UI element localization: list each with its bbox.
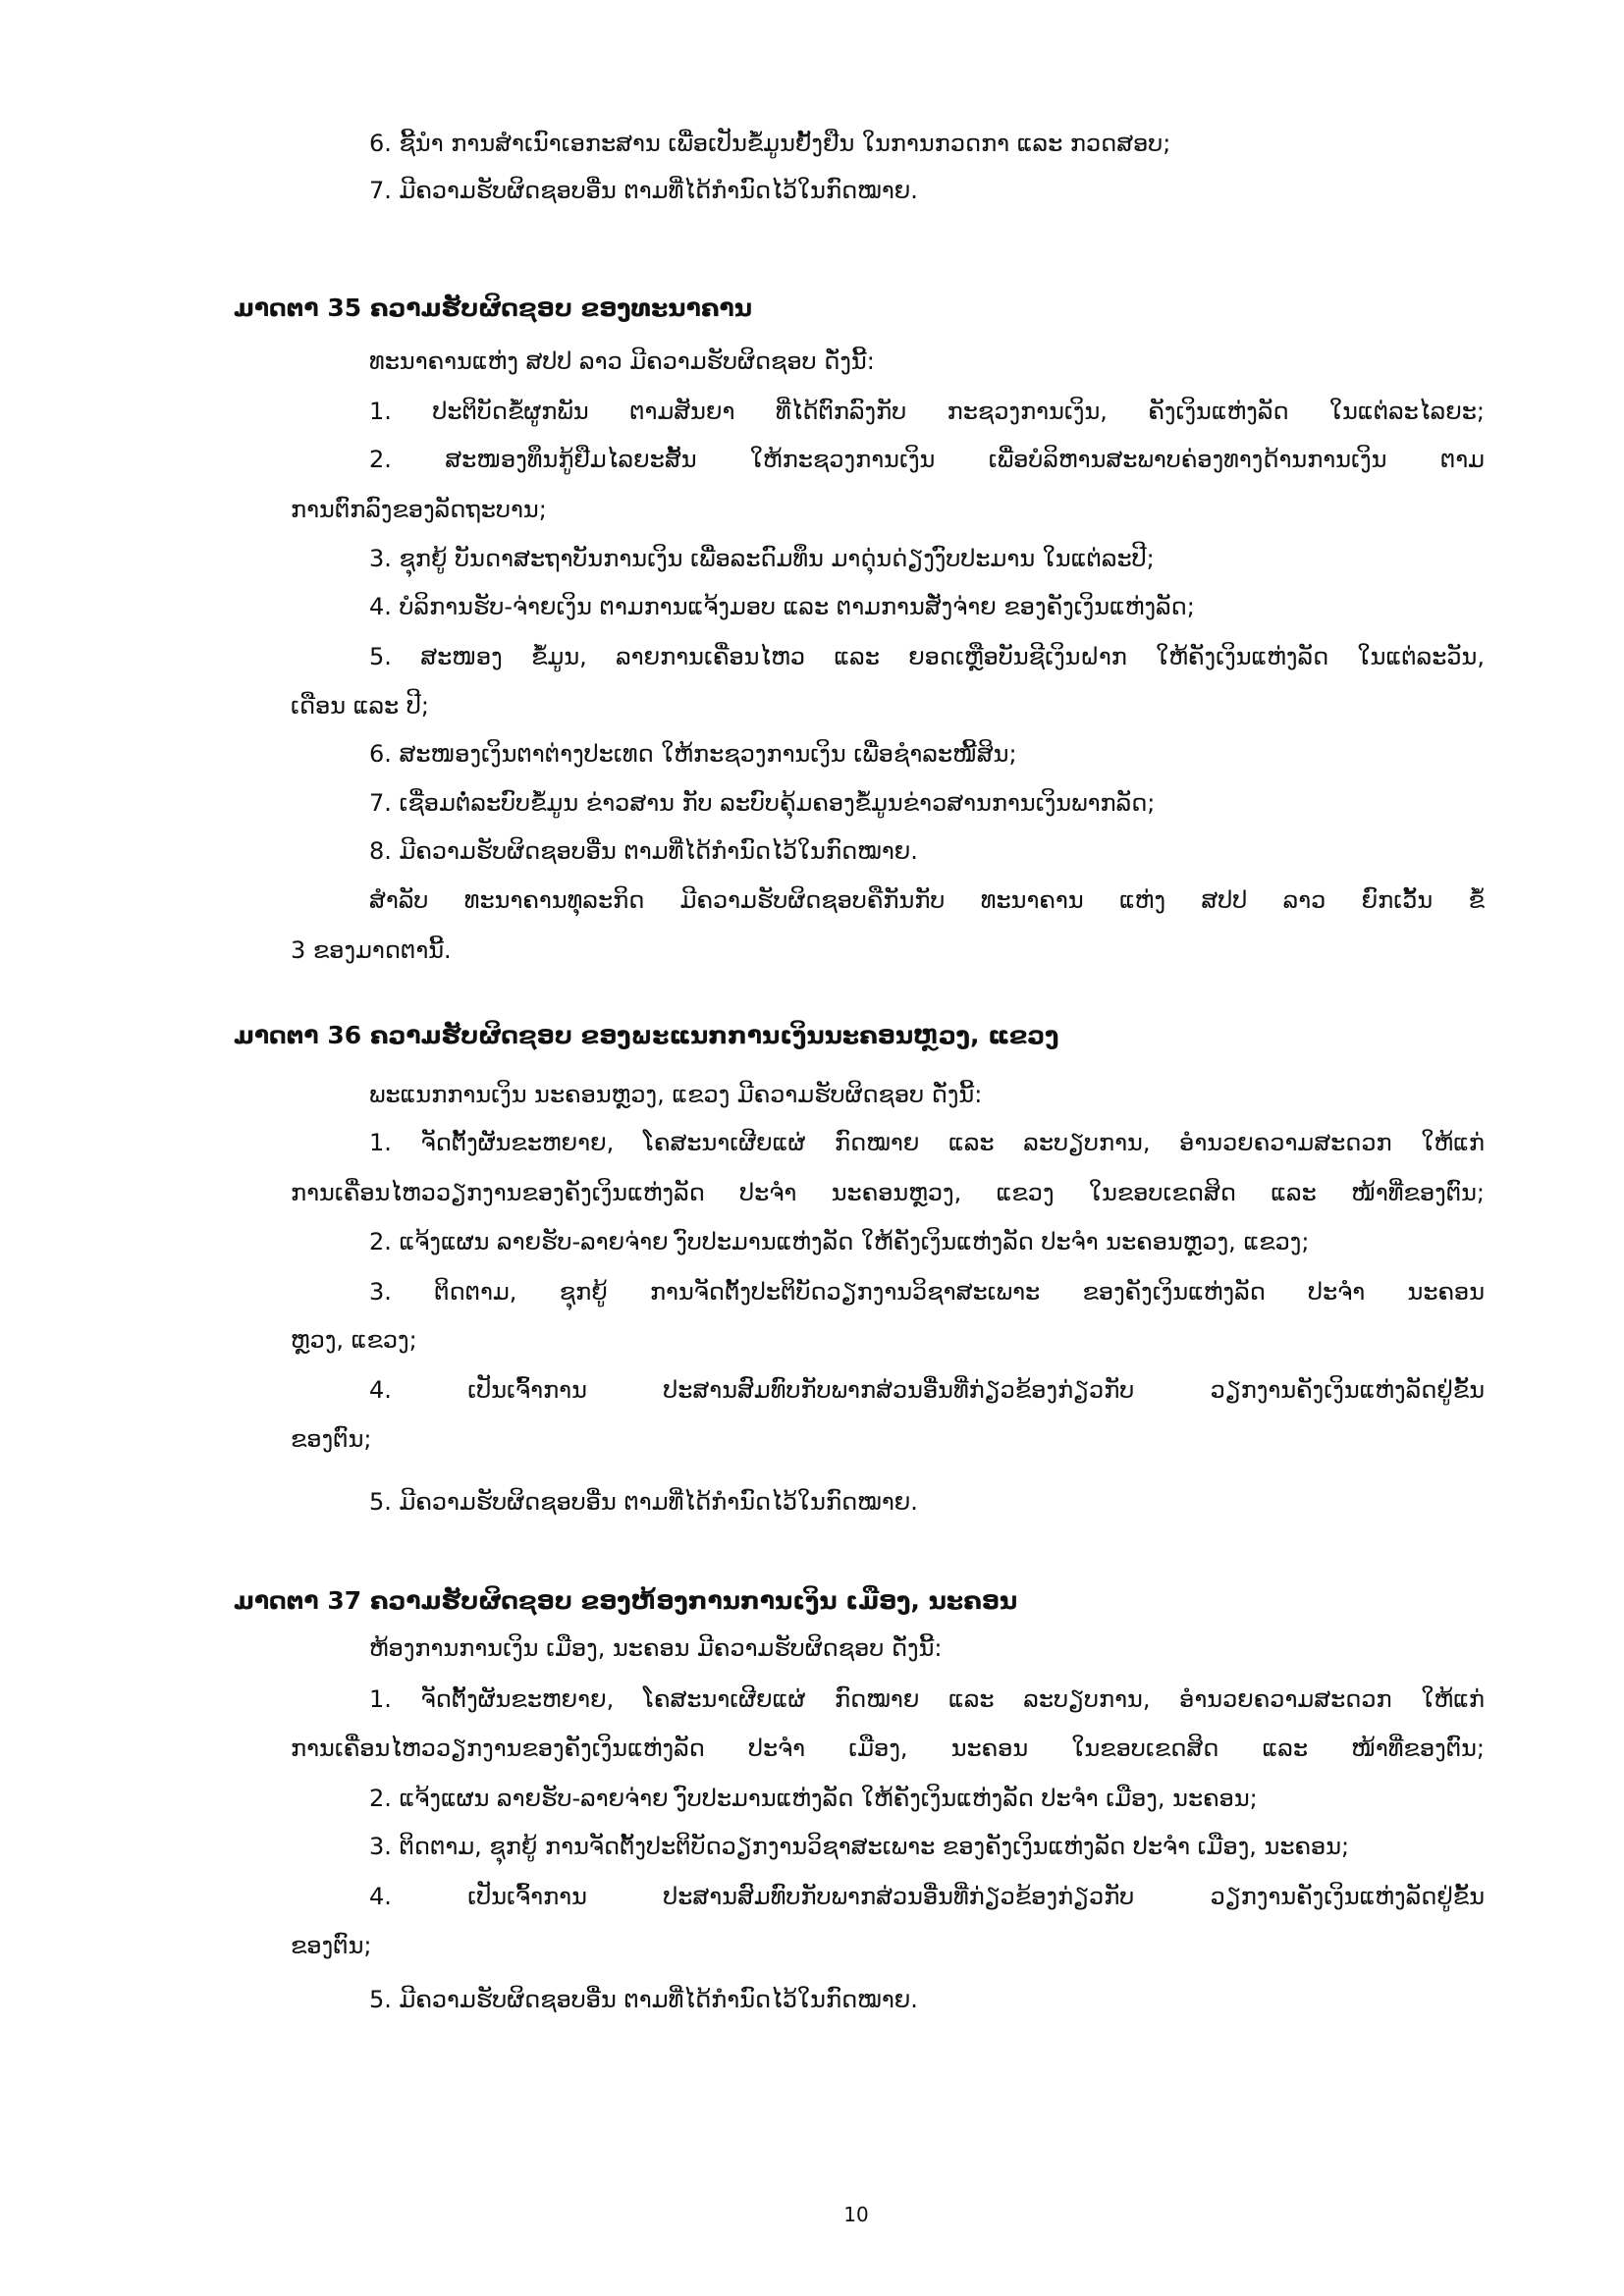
list-item: 4. ບໍລິການຮັບ-ຈ່າຍເງິນ ຕາມການແຈ້ງມອບ ແລະ ຕາມການສັ່ງຈ່າຍ ຂອງຄັງເງິນແຫ່ງລັດ;: [369, 593, 1195, 620]
list-item-continuation: ຂອງຕົນ;: [291, 1932, 372, 1959]
section-heading-35: ມາດຕາ 35 ຄວາມຮັບຜິດຊອບ ຂອງທະນາຄານ: [234, 294, 753, 322]
list-item: 5. ມີຄວາມຮັບຜິດຊອບອື່ນ ຕາມທີ່ໄດ້ກຳນົດໄວ້ໃນກົດໝາຍ.: [369, 1488, 918, 1516]
list-item: 1. ປະຕິບັດຂໍ້ຜູກພັນ ຕາມສັນຍາ ທີ່ໄດ້ຕົກລົງກັບ ກະຊວງການເງິນ, ຄັງເງິນແຫ່ງລັດ ໃນແຕ່ລະໄລຍະ;: [369, 398, 1485, 425]
section-heading-37: ມາດຕາ 37 ຄວາມຮັບຜິດຊອບ ຂອງຫ້ອງການການເງິນ ເມືອງ, ນະຄອນ: [234, 1586, 1018, 1615]
list-item-continuation: ການຕົກລົງຂອງລັດຖະບານ;: [291, 496, 547, 523]
list-item: 2. ແຈ້ງແຜນ ລາຍຮັບ-ລາຍຈ່າຍ ງົບປະມານແຫ່ງລັດ ໃຫ້ຄັງເງິນແຫ່ງລັດ ປະຈຳ ເມືອງ, ນະຄອນ;: [369, 1785, 1258, 1812]
page-number: 10: [843, 2203, 869, 2226]
list-item: 3. ຕິດຕາມ, ຊຸກຍູ້ ການຈັດຕັ້ງປະຕິບັດວຽກງານວິຊາສະເພາະ ຂອງຄັງເງິນແຫ່ງລັດ ປະຈຳ ນະຄອນ: [369, 1278, 1485, 1306]
section-intro: ພະແນກການເງິນ ນະຄອນຫຼວງ, ແຂວງ ມີຄວາມຮັບຜິດຊອບ ດັ່ງນີ້:: [369, 1081, 983, 1108]
list-item: 1. ຈັດຕັ້ງຜັນຂະຫຍາຍ, ໂຄສະນາເຜີຍແຜ່ ກົດໝາຍ ແລະ ລະບຽບການ, ອຳນວຍຄວາມສະດວກ ໃຫ້ແກ່: [369, 1685, 1485, 1713]
section-note: ສຳລັບ ທະນາຄານທຸລະກິດ ມີຄວາມຮັບຜິດຊອບຄືກັນກັບ ທະນາຄານ ແຫ່ງ ສປປ ລາວ ຍົກເວັ້ນ ຂໍ້: [369, 886, 1485, 914]
list-item: 6. ສະໜອງເງິນຕາຕ່າງປະເທດ ໃຫ້ກະຊວງການເງິນ ເພື່ອຊຳລະໜີ້ສິນ;: [369, 740, 1017, 768]
section-heading-36: ມາດຕາ 36 ຄວາມຮັບຜິດຊອບ ຂອງພະແນກການເງິນນະຄອນຫຼວງ, ແຂວງ: [234, 1021, 1059, 1049]
list-item: 5. ສະໜອງ ຂໍ້ມູນ, ລາຍການເຄື່ອນໄຫວ ແລະ ຍອດເຫຼືອບັນຊີເງິນຝາກ ໃຫ້ຄັງເງິນແຫ່ງລັດ ໃນແຕ່ລະວັນ,: [369, 643, 1485, 670]
list-item: 2. ແຈ້ງແຜນ ລາຍຮັບ-ລາຍຈ່າຍ ງົບປະມານແຫ່ງລັດ ໃຫ້ຄັງເງິນແຫ່ງລັດ ປະຈຳ ນະຄອນຫຼວງ, ແຂວງ;: [369, 1228, 1310, 1255]
list-item: 4. ເປັນເຈົ້າການ ປະສານສົມທົບກັບພາກສ່ວນອື່ນທີ່ກ່ຽວຂ້ອງກ່ຽວກັບ ວຽກງານຄັງເງິນແຫ່ງລັດຢູ່ຂັ້ນ: [369, 1883, 1485, 1910]
list-item-continuation: ການເຄື່ອນໄຫວວຽກງານຂອງຄັງເງິນແຫ່ງລັດ ປະຈຳ ເມືອງ, ນະຄອນ ໃນຂອບເຂດສິດ ແລະ ໜ້າທີ່ຂອງຕົນ;: [291, 1735, 1485, 1762]
section-intro: ທະນາຄານແຫ່ງ ສປປ ລາວ ມີຄວາມຮັບຜິດຊອບ ດັ່ງນີ້:: [369, 347, 875, 375]
list-item: 5. ມີຄວາມຮັບຜິດຊອບອື່ນ ຕາມທີ່ໄດ້ກຳນົດໄວ້ໃນກົດໝາຍ.: [369, 1986, 918, 2013]
list-item-continuation: ຫຼວງ, ແຂວງ;: [291, 1326, 417, 1354]
section-intro: ຫ້ອງການການເງິນ ເມືອງ, ນະຄອນ ມີຄວາມຮັບຜິດຊອບ ດັ່ງນີ້:: [369, 1634, 943, 1662]
list-item: 4. ເປັນເຈົ້າການ ປະສານສົມທົບກັບພາກສ່ວນອື່ນທີ່ກ່ຽວຂ້ອງກ່ຽວກັບ ວຽກງານຄັງເງິນແຫ່ງລັດຢູ່ຂັ້ນ: [369, 1376, 1485, 1404]
list-item: 7. ເຊື່ອມຕໍ່ລະບົບຂໍ້ມູນ ຂ່າວສານ ກັບ ລະບົບຄຸ້ມຄອງຂໍ້ມູນຂ່າວສານການເງິນພາກລັດ;: [369, 789, 1156, 817]
list-item: 7. ມີຄວາມຮັບຜິດຊອບອື່ນ ຕາມທີ່ໄດ້ກຳນົດໄວ້ໃນກົດໝາຍ.: [369, 177, 918, 204]
section-note-continuation: 3 ຂອງມາດຕານີ້.: [291, 936, 452, 964]
list-item: 2. ສະໜອງທຶນກູ້ຢືມໄລຍະສັ້ນ ໃຫ້ກະຊວງການເງິນ ເພື່ອບໍລິຫານສະພາບຄ່ອງທາງດ້ານການເງິນ ຕາມ: [369, 446, 1485, 473]
list-item-continuation: ເດືອນ ແລະ ປີ;: [291, 692, 429, 720]
list-item: 1. ຈັດຕັ້ງຜັນຂະຫຍາຍ, ໂຄສະນາເຜີຍແຜ່ ກົດໝາຍ ແລະ ລະບຽບການ, ອຳນວຍຄວາມສະດວກ ໃຫ້ແກ່: [369, 1129, 1485, 1156]
list-item-continuation: ການເຄື່ອນໄຫວວຽກງານຂອງຄັງເງິນແຫ່ງລັດ ປະຈຳ ນະຄອນຫຼວງ, ແຂວງ ໃນຂອບເຂດສິດ ແລະ ໜ້າທີ່ຂອງຕົນ;: [291, 1179, 1485, 1206]
list-item: 6. ຊີ້ນຳ ການສຳເນົາເອກະສານ ເພື່ອເປັນຂໍ້ມູນຢັ້ງຢືນ ໃນການກວດກາ ແລະ ກວດສອບ;: [369, 130, 1171, 157]
list-item: 3. ຕິດຕາມ, ຊຸກຍູ້ ການຈັດຕັ້ງປະຕິບັດວຽກງານວິຊາສະເພາະ ຂອງຄັງເງິນແຫ່ງລັດ ປະຈຳ ເມືອງ, ນະຄອນ;: [369, 1833, 1350, 1860]
list-item-continuation: ຂອງຕົນ;: [291, 1425, 372, 1453]
list-item: 8. ມີຄວາມຮັບຜິດຊອບອື່ນ ຕາມທີ່ໄດ້ກຳນົດໄວ້ໃນກົດໝາຍ.: [369, 837, 918, 865]
list-item: 3. ຊຸກຍູ້ ບັນດາສະຖາບັນການເງິນ ເພື່ອລະດົມທຶນ ມາດຸ່ນດ່ຽງງົບປະມານ ໃນແຕ່ລະປີ;: [369, 545, 1155, 572]
